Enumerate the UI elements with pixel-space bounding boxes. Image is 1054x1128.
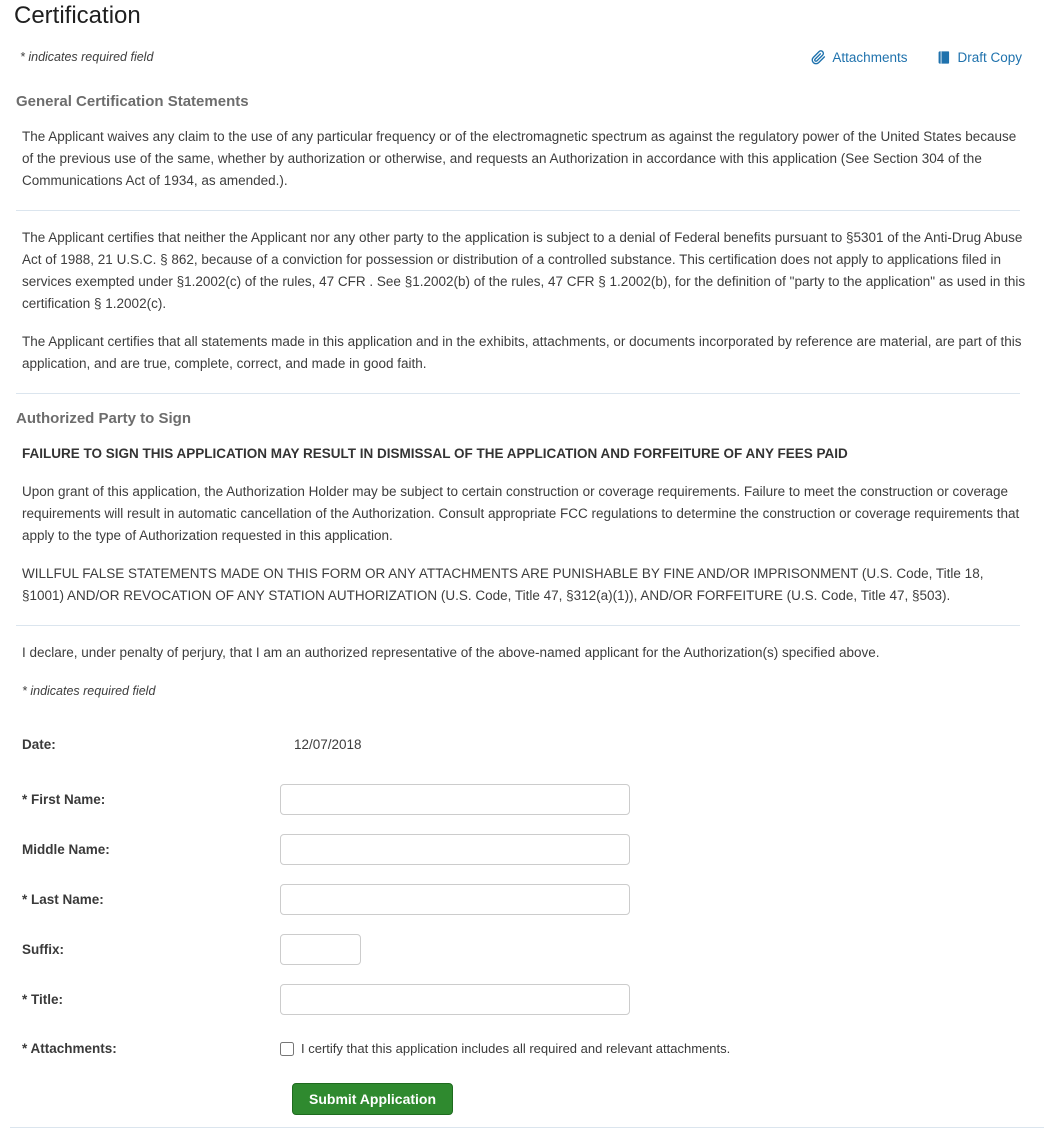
- paragraph-federal-benefits: The Applicant certifies that neither the Applicant nor any other party to the application is subject to a denial of Federal benefits pursuant to §5301 of the Anti-Drug Abuse Act of 1988, 21 U.S.C. § 862, because of a conviction for possession or distribution of a controlled substance. This certification does not apply to applications filed in services exempted under §1.2002(c) of the rules, 47 CFR . See §1.2002(b) of the rules, 47 CFR § 1.2002(b), for the definition of "party to the application" as used in this certification § 1.2002(c).: [22, 229, 1026, 311]
- section-heading-authorized-party: Authorized Party to Sign: [16, 409, 192, 427]
- date-label: Date:: [22, 737, 56, 753]
- divider: [16, 625, 1020, 626]
- attachments-row: [22, 1034, 1026, 1064]
- paragraph-frequency-waiver: The Applicant waives any claim to the use of any particular frequency or of the electromagnetic spectrum as against the regulatory power of the United States because of the previous use of the same, whether by authorization or otherwise, and requests an Authorization in accordance with this application (See Section 304 of the Communications Act of 1934, as amended.).: [22, 128, 1017, 188]
- attachments-link[interactable]: [811, 50, 907, 65]
- paperclip-icon: [811, 50, 826, 65]
- first-name-input[interactable]: [280, 784, 630, 815]
- toolbar: [781, 50, 1022, 65]
- certification-form: [22, 730, 1026, 1115]
- failure-to-sign-warning: FAILURE TO SIGN THIS APPLICATION MAY RESULT IN DISMISSAL OF THE APPLICATION AND FORFEITURE OF ANY FEES PAID: [22, 445, 848, 461]
- title-label: * Title:: [22, 991, 64, 1007]
- perjury-declaration: I declare, under penalty of perjury, that I am an authorized representative of the above-named applicant for the Authorization(s) specified above.: [22, 644, 880, 660]
- last-name-input[interactable]: [280, 884, 630, 915]
- attachments-link-label: Attachments: [832, 49, 908, 65]
- divider: [16, 210, 1020, 211]
- first-name-row: [22, 784, 1026, 815]
- book-icon: [937, 50, 951, 65]
- topbar: [0, 50, 1054, 65]
- attachments-certify-label: I certify that this application includes all required and relevant attachments.: [301, 1041, 731, 1057]
- last-name-label: * Last Name:: [22, 891, 104, 907]
- section-heading-general: General Certification Statements: [16, 92, 249, 110]
- page-title: Certification: [14, 2, 141, 29]
- required-field-note: * indicates required field: [20, 50, 154, 65]
- title-input[interactable]: [280, 984, 630, 1015]
- first-name-label: * First Name:: [22, 791, 106, 807]
- last-name-row: [22, 884, 1026, 915]
- date-value: 12/07/2018: [294, 737, 362, 753]
- general-certification-section: [0, 93, 1054, 394]
- draft-copy-link[interactable]: [937, 50, 1022, 65]
- submit-application-button[interactable]: Submit Application: [292, 1083, 453, 1115]
- required-field-note-form: * indicates required field: [22, 683, 156, 698]
- submit-row: [280, 1083, 1026, 1115]
- paragraph-true-statements: The Applicant certifies that all statements made in this application and in the exhibits, attachments, or documents incorporated by reference are material, are part of this application, and are true, complete, correct, and made in good faith.: [22, 333, 1022, 371]
- divider: [16, 393, 1020, 394]
- date-row: [22, 730, 1026, 760]
- middle-name-row: [22, 834, 1026, 865]
- paragraph-willful-false-statements: WILLFUL FALSE STATEMENTS MADE ON THIS FORM OR ANY ATTACHMENTS ARE PUNISHABLE BY FINE AND/OR IMPRISONMENT (U.S. Code, Title 18, §1001) AND/OR REVOCATION OF ANY STATION AUTHORIZATION (U.S. Code, Title 47, §312(a)(1)), AND/OR FORFEITURE (U.S. Code, Title 47, §503).: [22, 565, 984, 603]
- title-row: [22, 984, 1026, 1015]
- paragraph-construction-coverage: Upon grant of this application, the Authorization Holder may be subject to certain construction or coverage requirements. Failure to meet the construction or coverage requirements will result in automatic cancellation of the Authorization. Consult appropriate FCC regulations to determine the construction or coverage requirements that apply to the type of Authorization requested in this application.: [22, 483, 1020, 543]
- suffix-input[interactable]: [280, 934, 361, 965]
- middle-name-input[interactable]: [280, 834, 630, 865]
- middle-name-label: Middle Name:: [22, 841, 110, 857]
- attachments-label: * Attachments:: [22, 1041, 117, 1057]
- authorized-party-section: [0, 410, 1054, 1115]
- suffix-label: Suffix:: [22, 941, 64, 957]
- draft-copy-link-label: Draft Copy: [957, 49, 1022, 65]
- suffix-row: [22, 934, 1026, 965]
- attachments-certify-checkbox[interactable]: [280, 1042, 294, 1056]
